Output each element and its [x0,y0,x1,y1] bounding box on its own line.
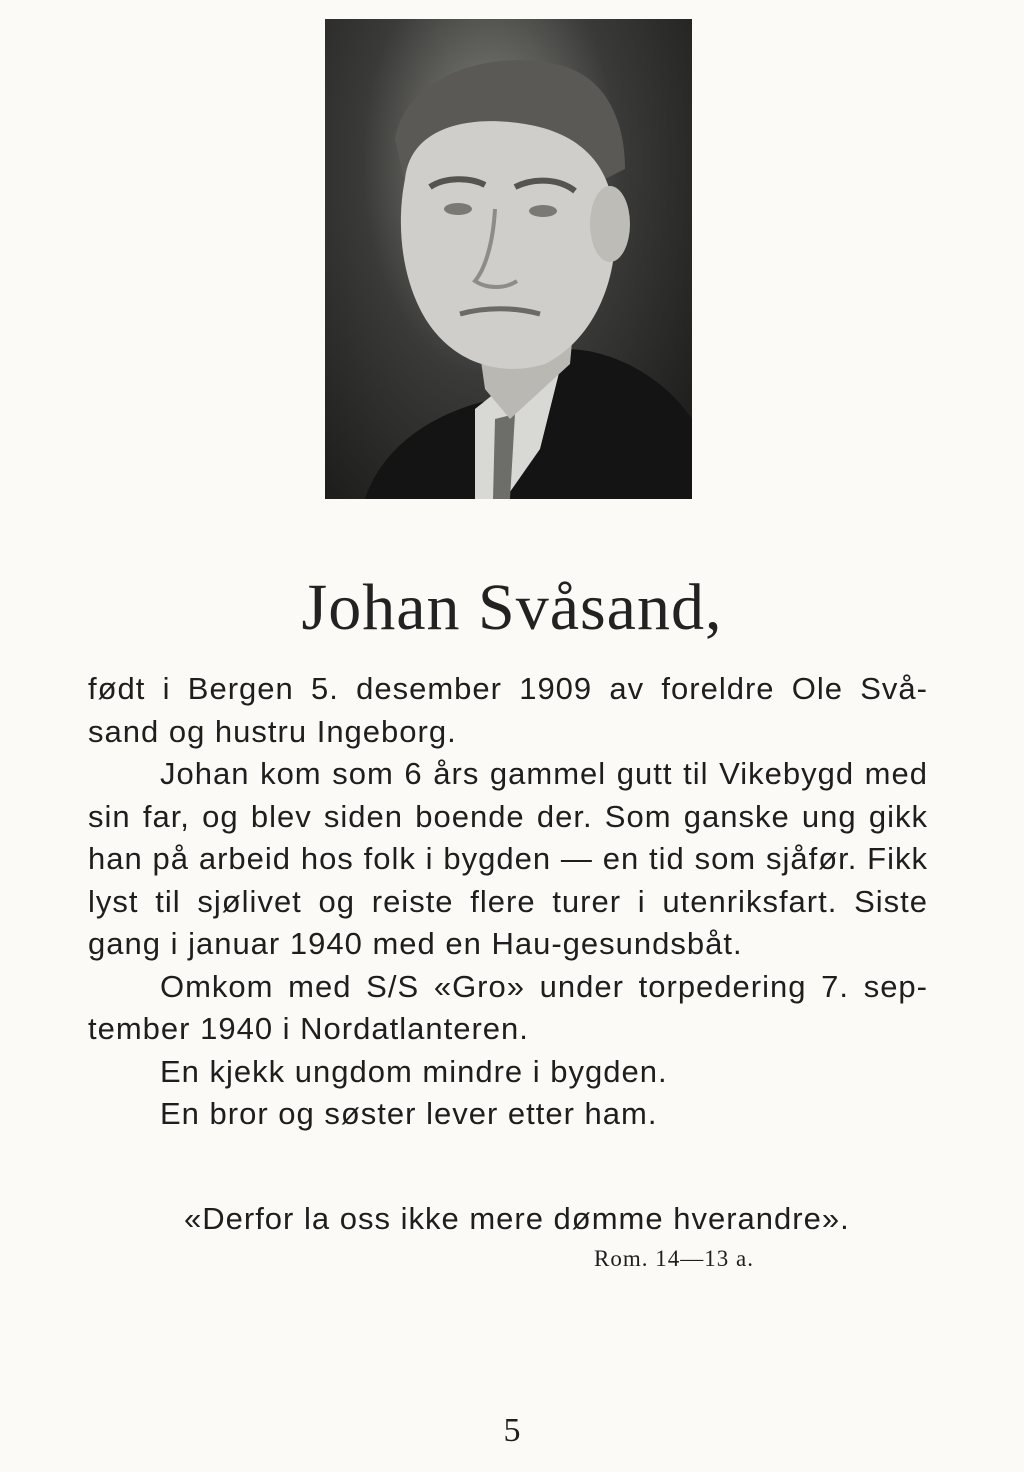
paragraph-survivors: En bror og søster lever etter ham. [160,1096,658,1131]
bible-reference: Rom. 14—13 a. [594,1246,754,1271]
paragraph-remark: En kjekk ungdom mindre i bygden. [160,1053,668,1089]
obituary-body [88,668,928,1136]
page-number: 5 [503,1412,521,1449]
paragraph-death: Omkom med S/S «Gro» under torpedering 7. sep-tember 1940 i Nordatlanteren. [88,968,928,1046]
paragraph-birth: født i Bergen 5. desember 1909 av foreldre Ole Svå-sand og hustru Ingeborg. [88,671,928,749]
page-title: Johan Svåsand, [301,571,723,644]
bible-quote: «Derfor la oss ikke mere dømme hverandre». [184,1201,850,1236]
portrait-illustration [325,19,692,499]
paragraph-life: Johan kom som 6 års gammel gutt til Vikebygd med sin far, og blev siden boende der. Som ganske ung gikk han på arbeid hos folk i bygden — en tid som sjåfør. Fikk lyst til sjølivet og reiste flere turer i utenriksfart. Siste gang i januar 1940 med en Hau-gesundsbåt. [88,756,928,961]
portrait-photo [325,19,692,499]
